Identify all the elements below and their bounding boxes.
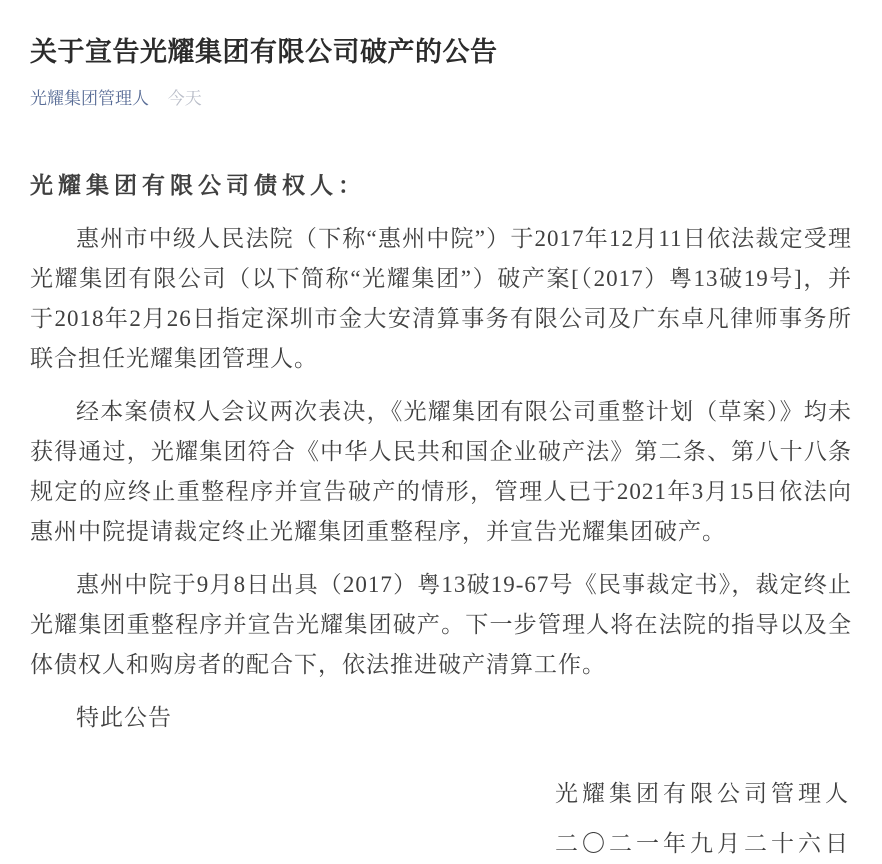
page-title: 关于宣告光耀集团有限公司破产的公告 <box>30 37 498 67</box>
closing-statement: 特此公告 <box>76 704 172 730</box>
publish-date: 今天 <box>167 88 202 108</box>
signature-date: 二〇二一年九月二十六日 <box>555 830 852 856</box>
author-account-link[interactable]: 光耀集团管理人 <box>30 88 149 108</box>
byline <box>30 88 852 110</box>
body-paragraph-2: 经本案债权人会议两次表决，《光耀集团有限公司重整计划（草案）》均未获得通过，光耀集团符合《中华人民共和国企业破产法》第二条、第八十八条规定的应终止重整程序并宣告破产的情形，管理人已于2021年3月15日依法向惠州中院提请裁定终止光耀集团重整程序，并宣告光耀集团破产。 <box>30 398 852 544</box>
signature-name: 光耀集团有限公司管理人 <box>555 780 852 806</box>
salutation-line: 光耀集团有限公司债权人： <box>30 172 366 198</box>
body-paragraph-3: 惠州中院于9月8日出具（2017）粤13破19-67号《民事裁定书》，裁定终止光耀集团重整程序并宣告光耀集团破产。下一步管理人将在法院的指导以及全体债权人和购房者的配合下，依法推进破产清算工作。 <box>30 571 852 677</box>
signature-block <box>30 774 852 864</box>
article-body <box>30 166 852 864</box>
body-paragraph-1: 惠州市中级人民法院（下称“惠州中院”）于2017年12月11日依法裁定受理光耀集团有限公司（以下简称“光耀集团”）破产案[（2017）粤13破19号]，并于2018年2月26日指定深圳市金大安清算事务有限公司及广东卓凡律师事务所联合担任光耀集团管理人。 <box>30 225 852 371</box>
